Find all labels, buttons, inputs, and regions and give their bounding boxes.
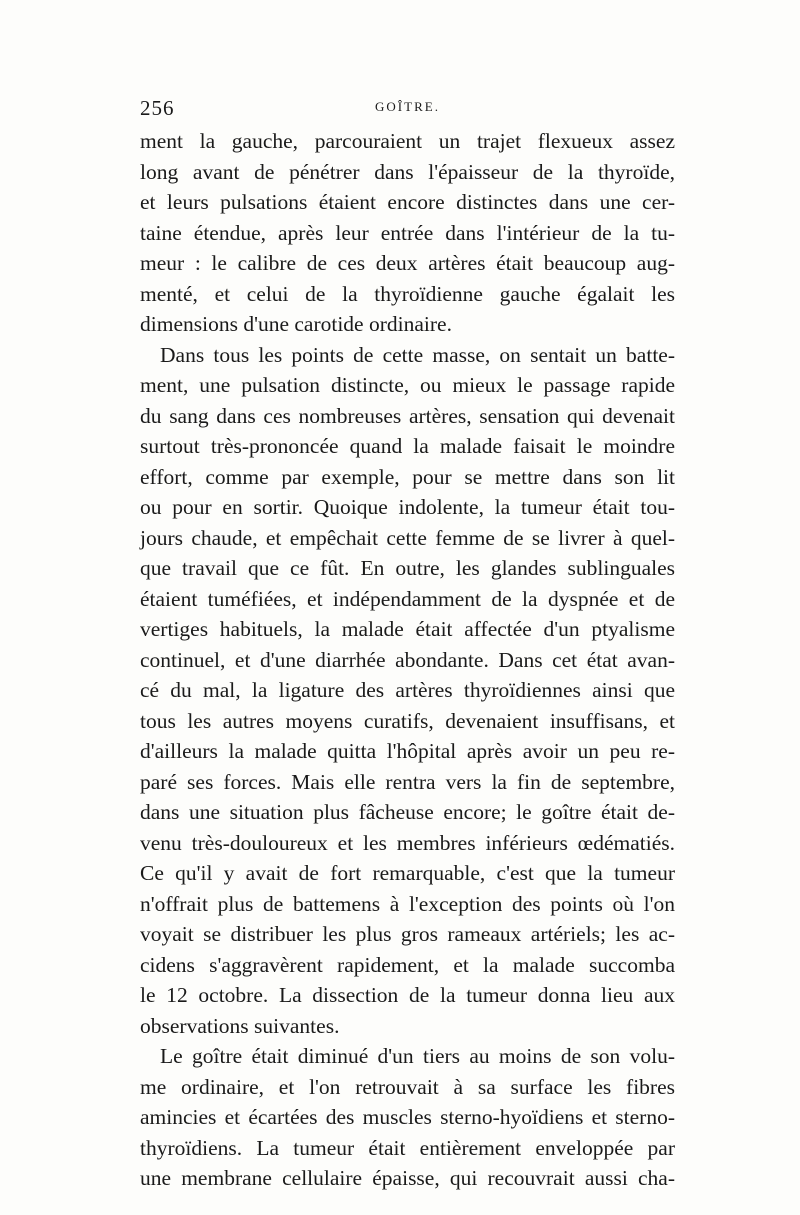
text-line: ou pour en sortir. Quoique indolente, la tumeur était tou- (140, 495, 675, 519)
paragraph-start-line: Le goître était diminué d'un tiers au moins de son volu- (160, 1044, 675, 1068)
text-line: tous les autres moyens curatifs, devenaient insuffisans, et (140, 708, 675, 733)
text-line: vertiges habituels, la malade était affectée d'un ptyalisme (140, 617, 675, 641)
paragraph-start-line: Dans tous les points de cette masse, on sentait un batte- (160, 342, 675, 367)
text-line: voyait se distribuer les plus gros rameaux artériels; les ac- (140, 922, 675, 946)
body-text (140, 126, 675, 1194)
text-line: jours chaude, et empêchait cette femme de se livrer à quel- (140, 525, 675, 550)
text-line: thyroïdiens. La tumeur était entièrement enveloppée par (140, 1135, 675, 1160)
text-line: une membrane cellulaire épaisse, qui recouvrait aussi cha- (140, 1166, 675, 1190)
text-line: taine étendue, après leur entrée dans l'intérieur de la tu- (140, 220, 675, 245)
text-line: surtout très-prononcée quand la malade faisait le moindre (140, 434, 675, 458)
text-line: dimensions d'une carotide ordinaire. (140, 312, 452, 336)
text-line: du sang dans ces nombreuses artères, sensation qui devenait (140, 403, 675, 428)
text-line: le 12 octobre. La dissection de la tumeur donna lieu aux (140, 983, 675, 1007)
page-number: 256 (140, 96, 175, 120)
text-line: et leurs pulsations étaient encore distinctes dans une cer- (140, 190, 675, 214)
text-line: continuel, et d'une diarrhée abondante. Dans cet état avan- (140, 647, 675, 672)
text-line: cidens s'aggravèrent rapidement, et la malade succomba (140, 952, 675, 977)
text-line: n'offrait plus de battemens à l'exception des points où l'on (140, 891, 675, 916)
text-line: effort, comme par exemple, pour se mettre dans son lit (140, 464, 675, 489)
running-title: GOÎTRE. (375, 99, 440, 114)
text-line: meur : le calibre de ces deux artères était beaucoup aug- (140, 251, 675, 275)
text-line: paré ses forces. Mais elle rentra vers la fin de septembre, (140, 769, 675, 794)
text-line: amincies et écartées des muscles sterno-hyoïdiens et sterno- (140, 1105, 675, 1129)
text-line: observations suivantes. (140, 1013, 340, 1038)
running-head (140, 96, 675, 120)
text-line: Ce qu'il y avait de fort remarquable, c'est que la tumeur (140, 861, 675, 885)
text-line: menté, et celui de la thyroïdienne gauche égalait les (140, 281, 675, 306)
text-line: ment, une pulsation distincte, ou mieux le passage rapide (140, 373, 675, 397)
text-line: que travail que ce fût. En outre, les glandes sublinguales (140, 556, 675, 580)
text-line: dans une situation plus fâcheuse encore; le goître était de- (140, 800, 675, 824)
text-line: venu très-douloureux et les membres inférieurs œdématiés. (140, 830, 675, 855)
text-line: d'ailleurs la malade quitta l'hôpital après avoir un peu re- (140, 739, 675, 763)
text-line: cé du mal, la ligature des artères thyroïdiennes ainsi que (140, 678, 675, 702)
text-line: long avant de pénétrer dans l'épaisseur de la thyroïde, (140, 159, 675, 184)
text-line: ment la gauche, parcouraient un trajet flexueux assez (140, 129, 675, 153)
text-line: étaient tuméfiées, et indépendamment de la dyspnée et de (140, 586, 675, 611)
text-line: me ordinaire, et l'on retrouvait à sa surface les fibres (140, 1074, 675, 1099)
